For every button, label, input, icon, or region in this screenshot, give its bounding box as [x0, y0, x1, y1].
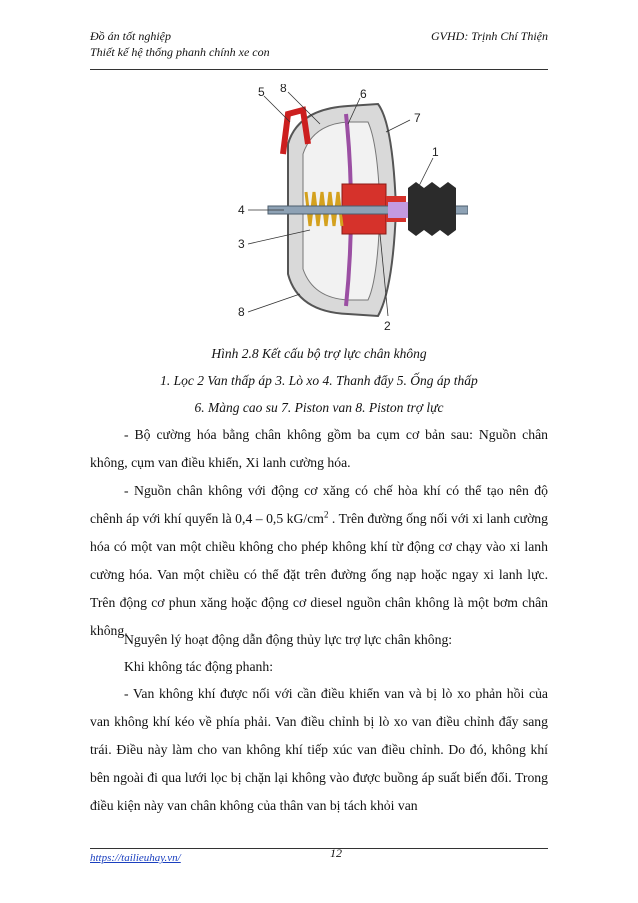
figure-caption-legend-2: 6. Màng cao su 7. Piston van 8. Piston trợ lực — [194, 400, 444, 415]
paragraph-1: - Bộ cường hóa bằng chân không gồm ba cụm cơ bản sau: Nguồn chân không, cụm van điều khiển, Xi lanh cường hóa. — [90, 427, 548, 470]
paragraph-2-superscript: 2 — [323, 509, 329, 520]
paragraph-3: Nguyên lý hoạt động dẫn động thủy lực trợ lực chân không: — [124, 632, 453, 647]
paragraph-5: - Van không khí được nối với cần điều khiển van và bị lò xo phản hồi của van không khí kéo về phía phải. Van điều chỉnh bị lò xo van điều chỉnh đẩy sang trái. Điều này làm cho van không khí tiếp xúc van điều chỉnh. Do đó, không khí bên ngoài đi qua lưới lọc bị chặn lại không vào được buồng áp suất biến đổi. Trong điều kiện này van chân không của thân van bị tách khỏi van — [90, 686, 548, 813]
figure-caption-legend-1: 1. Lọc 2 Van thấp áp 3. Lò xo 4. Thanh đẩy 5. Ống áp thấp — [160, 373, 478, 388]
vacuum-booster-diagram — [228, 84, 468, 334]
paragraph-2-start: - Nguồn chân không với động cơ xăng có chế hòa khí có thể tạo nên độ chênh áp với khí quyển là 0,4 – 0,5 kG/cm — [90, 483, 548, 526]
header-divider — [90, 69, 548, 70]
label-1: 1 — [432, 145, 439, 159]
header-title: Đồ án tốt nghiệp — [90, 29, 171, 43]
paragraph-2-end: . Trên đường ống nối với xi lanh cường hóa có một van một chiều không cho phép không khí từ động cơ chạy vào xi lanh cường hóa. Van một chiều có thể đặt trên đường ống nạp hoặc ngay xi lanh lực. Trên động cơ phun xăng hoặc động cơ diesel nguồn chân không là một bơm chân không. — [90, 511, 548, 638]
label-4: 4 — [238, 203, 245, 217]
page-header — [90, 28, 548, 60]
footer-divider — [90, 848, 548, 849]
page-number: 12 — [330, 846, 342, 860]
header-advisor: GVHD: Trịnh Chí Thiện — [430, 29, 548, 43]
label-2: 2 — [384, 319, 391, 333]
label-7: 7 — [414, 111, 421, 125]
header-subtitle: Thiết kế hệ thống phanh chính xe con — [90, 45, 270, 59]
air-filter — [408, 182, 456, 236]
label-5: 5 — [258, 85, 265, 99]
paragraph-4: Khi không tác động phanh: — [124, 659, 274, 674]
footer-link[interactable]: https://tailieuhay.vn/ — [90, 852, 181, 864]
label-8-bottom: 8 — [238, 305, 245, 319]
paragraph-2 — [90, 477, 548, 645]
label-3: 3 — [238, 237, 245, 251]
label-6: 6 — [360, 87, 367, 101]
label-8-top: 8 — [280, 84, 287, 95]
figure-caption-title: Hình 2.8 Kết cấu bộ trợ lực chân không — [211, 346, 427, 361]
